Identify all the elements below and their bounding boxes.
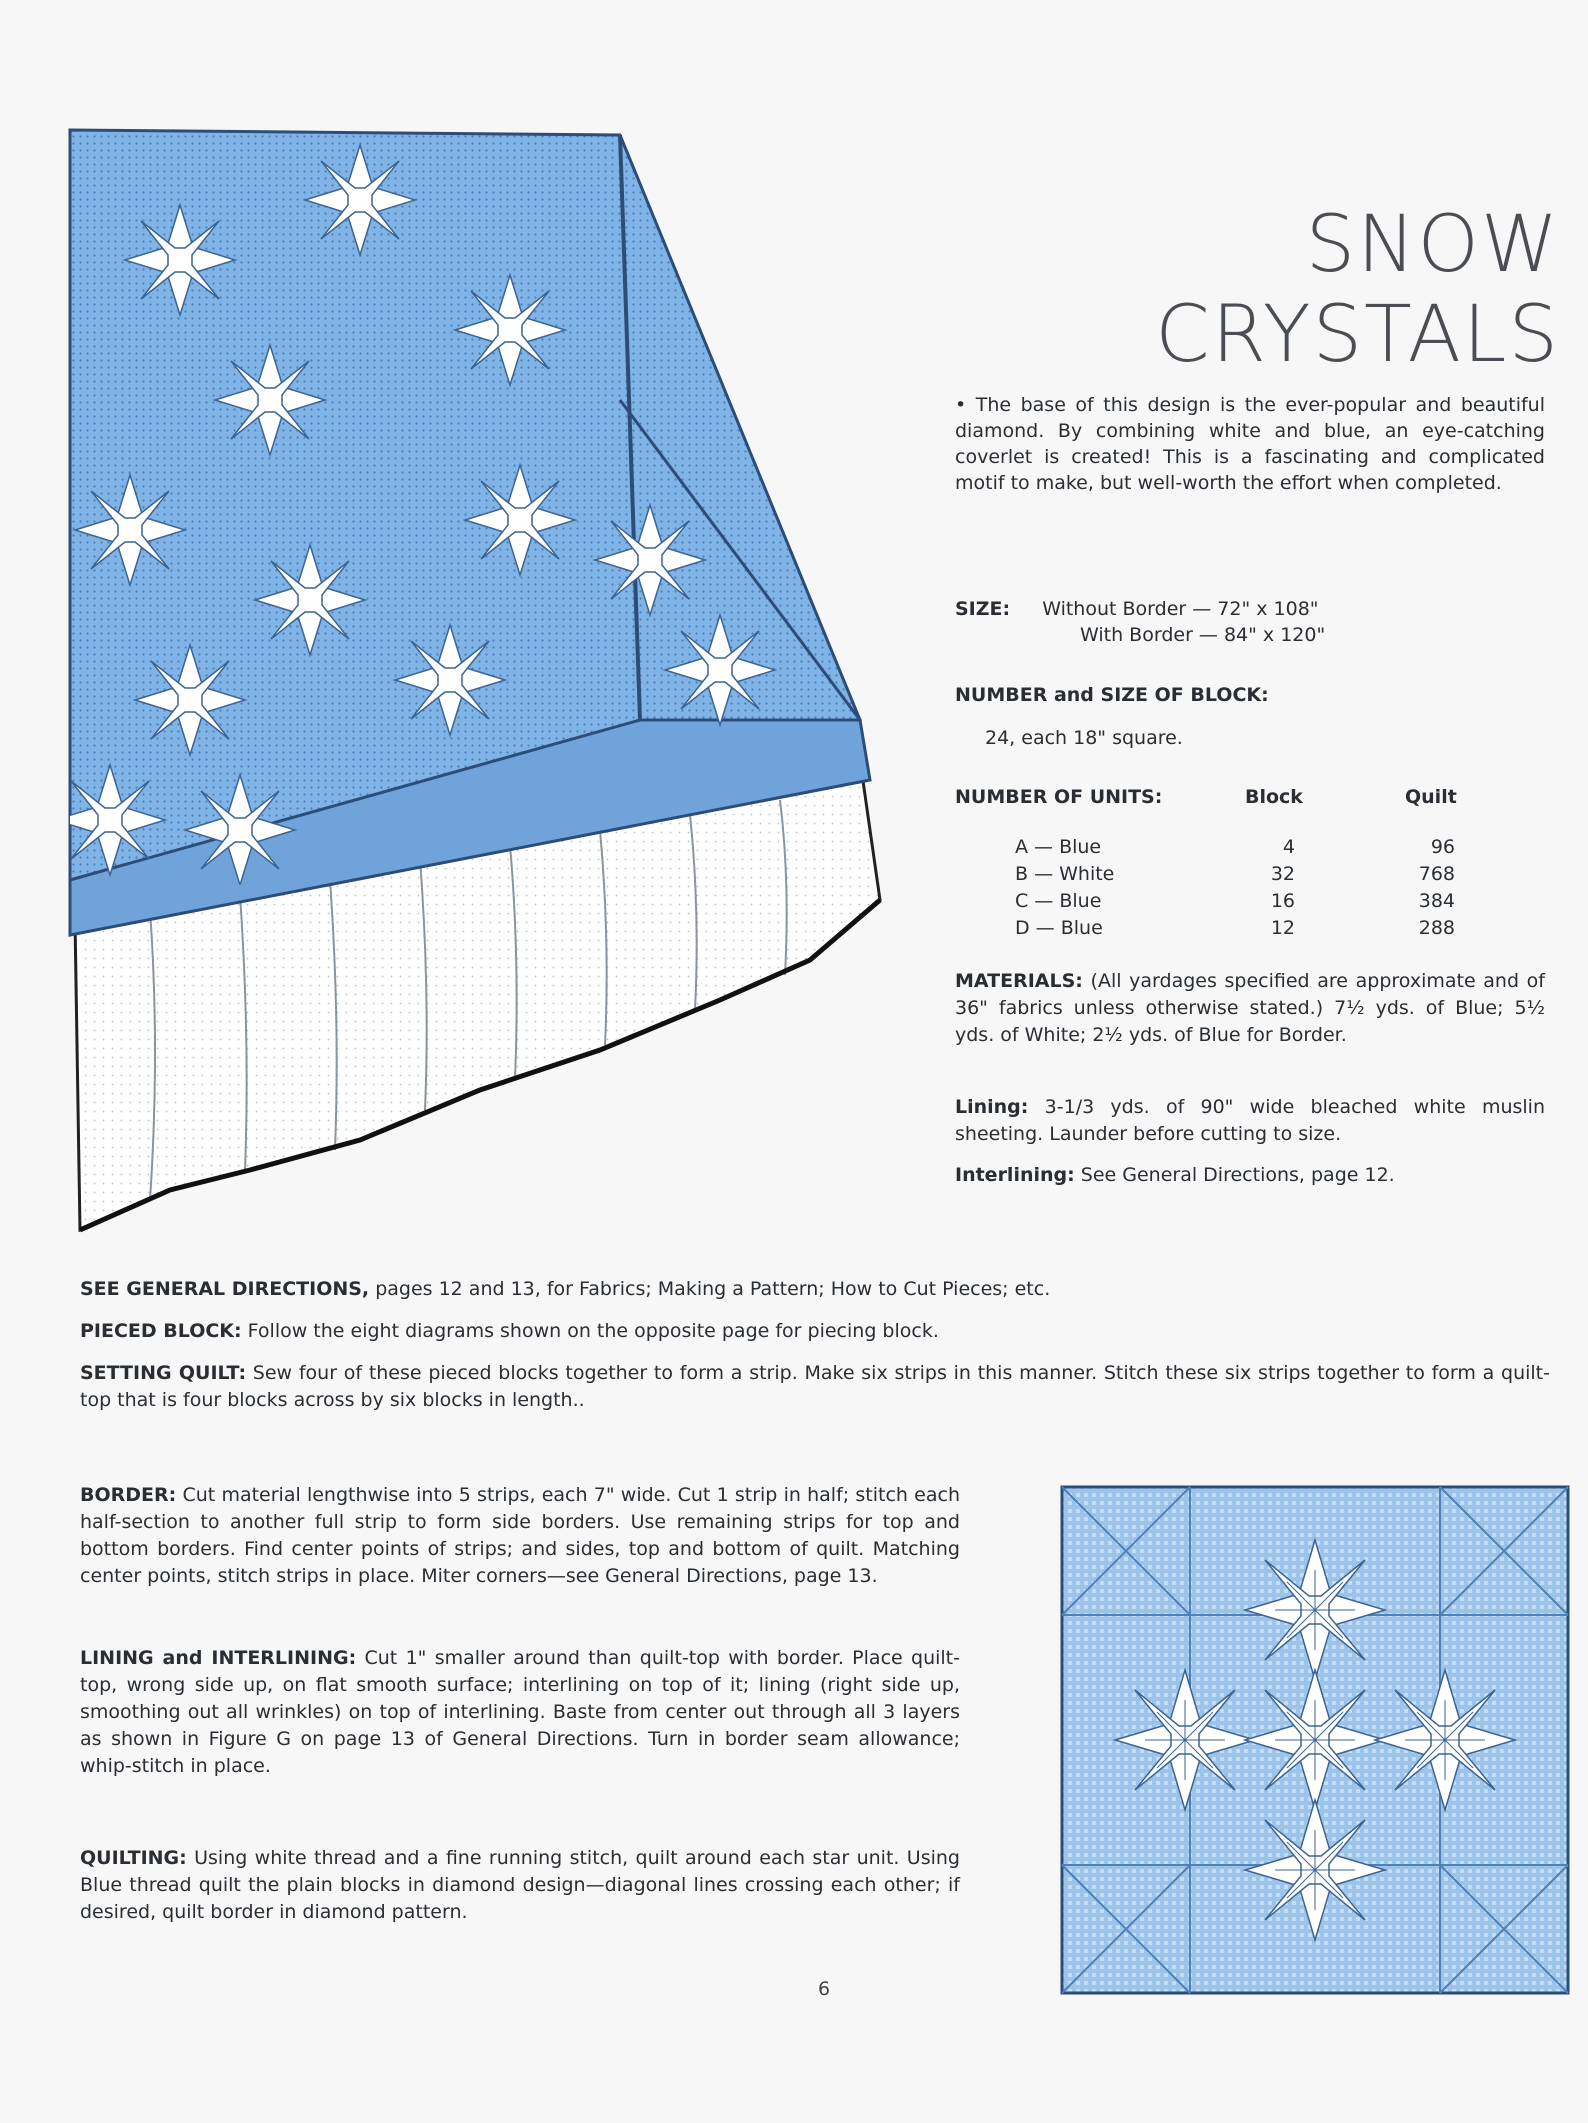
- bed-skirt: [75, 760, 880, 1230]
- border-paragraph: [80, 1482, 960, 1590]
- unit-block: 16: [1270, 890, 1295, 912]
- general-text: pages 12 and 13, for Fabrics; Making a Pattern; How to Cut Pieces; etc.: [375, 1278, 1051, 1300]
- size-spec: [955, 596, 1555, 622]
- page-title: SNOW CRYSTALS: [1155, 200, 1560, 380]
- pieced-block-label: PIECED BLOCK:: [80, 1320, 242, 1342]
- quilt-top: [70, 130, 860, 930]
- unit-quilt: 96: [1430, 836, 1455, 858]
- size-without-border: Without Border — 72" x 108": [1042, 598, 1319, 620]
- unit-name: A — Blue: [1015, 836, 1102, 858]
- setting-quilt-paragraph: [80, 1360, 1550, 1414]
- border-text: Cut material lengthwise into 5 strips, each 7" wide. Cut 1 strip in half; stitch each half-section to another full strip to form side borders. Use remaining strips for top and bottom borders. Find center points of strips; and sides, top and bottom of quilt. Matching center points, stitch strips in place. Miter corners—see General Directions, page 13.: [80, 1484, 960, 1587]
- quilt-border: [70, 720, 870, 935]
- units-row: [955, 861, 1475, 888]
- units-section: [955, 784, 1475, 942]
- units-row: [955, 915, 1475, 942]
- lining-interlining-label: LINING and INTERLINING:: [80, 1647, 357, 1669]
- materials-paragraph: [955, 968, 1545, 1049]
- pieced-block-text: Follow the eight diagrams shown on the opposite page for piecing block.: [247, 1320, 939, 1342]
- general-directions-paragraph: [80, 1276, 1550, 1303]
- lining-interlining-paragraph: [80, 1645, 960, 1780]
- quilt-block-diagram: [1060, 1485, 1570, 1995]
- general-label: SEE GENERAL DIRECTIONS,: [80, 1278, 370, 1300]
- unit-quilt: 288: [1418, 917, 1455, 939]
- units-row: [955, 888, 1475, 915]
- size-label: SIZE:: [955, 598, 1011, 620]
- setting-quilt-label: SETTING QUILT:: [80, 1362, 247, 1384]
- page-number: 6: [818, 1978, 831, 2000]
- border-label: BORDER:: [80, 1484, 177, 1506]
- pieced-block-paragraph: [80, 1318, 1550, 1345]
- unit-block: 32: [1270, 863, 1295, 885]
- materials-text: (All yardages specified are approximate and of 36" fabrics unless otherwise stated.) 7½ yds. of Blue; 5½ yds. of White; 2½ yds. of Blue for Border.: [955, 970, 1545, 1046]
- units-col-block: Block: [1245, 786, 1303, 808]
- lining-text: 3-1/3 yds. of 90" wide bleached white muslin sheeting. Launder before cutting to size.: [955, 1096, 1545, 1145]
- quilting-text: Using white thread and a fine running stitch, quilt around each star unit. Using Blue thread quilt the plain blocks in diamond design—diagonal lines crossing each other; if desired, quilt border in diamond pattern.: [80, 1847, 960, 1923]
- units-label: NUMBER OF UNITS:: [955, 786, 1163, 808]
- unit-name: C — Blue: [1015, 890, 1102, 912]
- units-col-quilt: Quilt: [1405, 786, 1457, 808]
- quilting-paragraph: [80, 1845, 960, 1926]
- size-with-border: With Border — 84" x 120": [1080, 624, 1326, 646]
- unit-name: B — White: [1015, 863, 1115, 885]
- lining-interlining-text: Cut 1" smaller around than quilt-top with border. Place quilt-top, wrong side up, on flat smooth surface; interlining on top of it; lining (right side up, smoothing out all wrinkles) on top of interlining. Baste from center out through all 3 layers as shown in Figure G on page 13 of General Directions. Turn in border seam allowance; whip-stitch in place.: [80, 1647, 960, 1777]
- block-size-label: NUMBER and SIZE OF BLOCK:: [955, 684, 1269, 706]
- block-size-value: 24, each 18" square.: [985, 727, 1183, 749]
- unit-quilt: 768: [1418, 863, 1455, 885]
- unit-block: 12: [1270, 917, 1295, 939]
- interlining-label: Interlining:: [955, 1164, 1075, 1186]
- unit-quilt: 384: [1418, 890, 1455, 912]
- setting-quilt-text: Sew four of these pieced blocks together to form a strip. Make six strips in this manner. Stitch these six strips together to form a quilt-top that is four blocks across by six blocks in length..: [80, 1362, 1550, 1411]
- lining-paragraph: [955, 1094, 1545, 1148]
- interlining-paragraph: [955, 1162, 1545, 1189]
- interlining-text: See General Directions, page 12.: [1080, 1164, 1395, 1186]
- materials-label: MATERIALS:: [955, 970, 1083, 992]
- quilting-label: QUILTING:: [80, 1847, 187, 1869]
- intro-paragraph: • The base of this design is the ever-popular and beautiful diamond. By combining white and blue, an eye-catching coverlet is created! This is a fascinating and complicated motif to make, but well-worth the effort when completed.: [955, 394, 1545, 494]
- unit-name: D — Blue: [1015, 917, 1103, 939]
- units-row: [955, 834, 1475, 861]
- lining-label: Lining:: [955, 1096, 1029, 1118]
- unit-block: 4: [1282, 836, 1295, 858]
